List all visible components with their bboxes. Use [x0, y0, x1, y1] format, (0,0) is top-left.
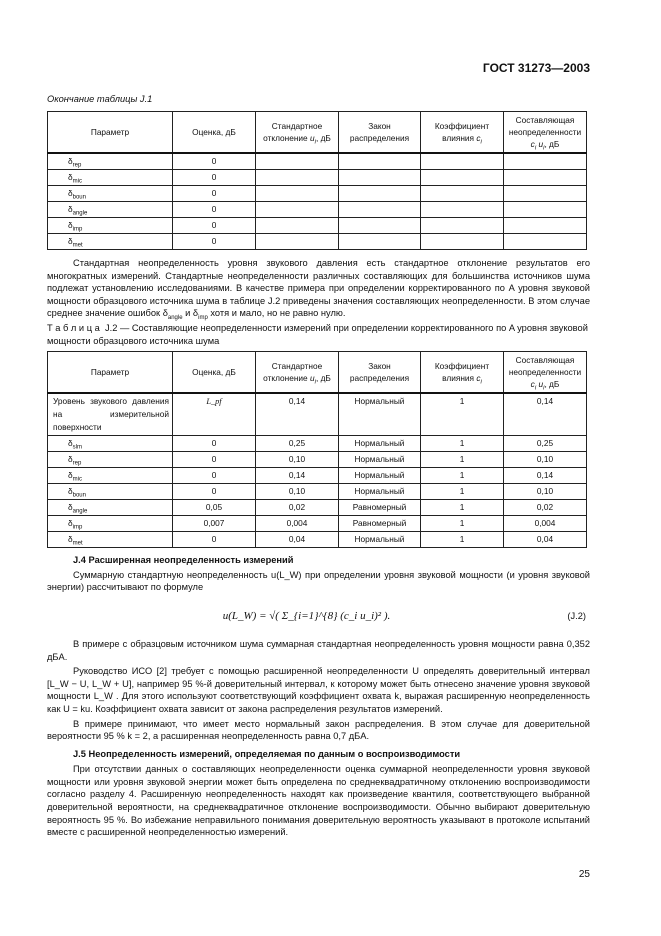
table-cell: 0	[173, 153, 256, 170]
parameter-cell: $\delta_{mic}$	[48, 170, 173, 186]
estimate-cell: L_pf	[173, 393, 256, 436]
table-cell	[256, 153, 339, 170]
column-header: Оценка, дБ	[173, 352, 256, 394]
paragraph-text: Руководство ИСО [2] требует с помощью расширенной неопределенности U определять доверительный интервал [L_W − U, L_W + U], например 95 %-й доверительный интервал, к которому может быть отнесено значение уровня звуковой мощности L_W . Для этого используют соответствующий коэффициент охвата k, выражая расширенную неопределенность как U = ku. Коэффициент охвата зависит от закона распределения результатов измерений.	[47, 666, 590, 714]
column-header: Коэффициент влияния $c_i$	[421, 112, 504, 154]
parameter-cell: $\delta_{angle}$	[48, 500, 173, 516]
parameter-cell: $\delta_{imp}$	[48, 218, 173, 234]
table-cell: 0	[173, 202, 256, 218]
table-cell	[339, 234, 421, 250]
section-heading: J.5 Неопределенность измерений, определяемая по данным о воспроизводимости	[73, 748, 461, 759]
table-cell	[421, 234, 504, 250]
table-cell: 0,02	[256, 500, 339, 516]
table-cell	[256, 218, 339, 234]
table-row	[48, 234, 587, 250]
parameter-cell: $\delta_{met}$	[48, 234, 173, 250]
table-cell: 0	[173, 468, 256, 484]
table-cell: 0	[173, 484, 256, 500]
paragraph-text: При отсутствии данных о составляющих неопределенности оценка суммарной неопределенности уровня звуковой мощности или уровня звуковой энергии может быть определена по среднеквадратичному отклонению воспроизводимости согласно разделу 4. Расширенную неопределенность находят как произведение квантиля, соответствующего выбранной доверительной вероятности, на среднеквадратичное отклонение воспроизводимости. Обычно выбирают доверительную вероятность 95 %. Во избежание неправильного понимания доверительную вероятность указывают в протоколе испытаний вместе с расширенной неопределенностью измерений.	[47, 764, 590, 838]
column-header: Стандартное отклонение $u_i$, дБ	[256, 352, 339, 394]
parameter-cell: $\delta_{rep}$	[48, 452, 173, 468]
table-cell: 1	[421, 393, 504, 436]
table2-body	[48, 393, 587, 548]
table-cell: 0	[173, 452, 256, 468]
parameter-cell: $\delta_{met}$	[48, 532, 173, 548]
table1-header	[48, 112, 587, 154]
table-cell: 0,04	[504, 532, 587, 548]
document-header: ГОСТ 31273—2003	[482, 61, 590, 75]
parameter-cell: $\delta_{mic}$	[48, 468, 173, 484]
table-cell	[339, 186, 421, 202]
table-cell	[339, 153, 421, 170]
table-cell: Равномерный	[339, 500, 421, 516]
section-heading: J.4 Расширенная неопределенность измерений	[73, 555, 294, 566]
table-cell	[256, 234, 339, 250]
table-cell: 0,14	[256, 468, 339, 484]
table-cell	[421, 202, 504, 218]
table-cell	[421, 170, 504, 186]
column-header: Закон распределения	[339, 352, 421, 394]
parameter-cell: $\delta_{angle}$	[48, 202, 173, 218]
table-cell: Нормальный	[339, 468, 421, 484]
section-j4	[47, 554, 590, 743]
paragraph-intro	[47, 257, 590, 347]
table-cell: 0,007	[173, 516, 256, 532]
parameter-cell: $\delta_{boun}$	[48, 484, 173, 500]
table-cell: 0	[173, 234, 256, 250]
table-cell: 0,14	[504, 393, 587, 436]
table-row	[48, 218, 587, 234]
table-cell	[504, 153, 587, 170]
table1-body	[48, 153, 587, 250]
page-content	[47, 61, 590, 880]
table-cell: 1	[421, 500, 504, 516]
column-header: Параметр	[48, 112, 173, 154]
column-header: Составляющая неопределенности $c_i$ $u_i$, дБ	[504, 352, 587, 394]
table-row	[48, 393, 587, 436]
table-cell: 0	[173, 218, 256, 234]
table-cell: Нормальный	[339, 452, 421, 468]
table-cell	[504, 234, 587, 250]
table-row	[48, 452, 587, 468]
parameter-cell: $\delta_{slm}$	[48, 436, 173, 452]
paragraph-text: Суммарную стандартную неопределенность u(L_W) при определении уровня звуковой мощности (и уровня звуковой энергии) рассчитывают по формуле	[47, 569, 590, 593]
parameter-cell: Уровень звукового давления на измерительной поверхности	[48, 393, 173, 436]
column-header: Закон распределения	[339, 112, 421, 154]
table-row	[48, 532, 587, 548]
table-cell	[256, 186, 339, 202]
table-cell: 0,04	[256, 532, 339, 548]
table-cell: 0	[173, 170, 256, 186]
table-cell: 0,02	[504, 500, 587, 516]
column-header: Оценка, дБ	[173, 112, 256, 154]
table-cell: 0,10	[504, 452, 587, 468]
paragraph-text: В примере с образцовым источником шума суммарная стандартная неопределенность уровня мощности равна 0,352 дБA.	[47, 638, 590, 662]
table-cell: 1	[421, 516, 504, 532]
table-row	[48, 202, 587, 218]
table-cell: 0,004	[256, 516, 339, 532]
table-cell: Нормальный	[339, 436, 421, 452]
paragraph-text: Стандартная неопределенность уровня звукового давления есть стандартное отклонение результатов его многократных измерений. Стандартные неопределенности различных составляющих для большинства источников шума подлежат установлению исследованиями. В качестве примера при определении корректированного по A уровня звуковой мощности образцового источника шума в таблице J.2 приведены значения составляющих неопределенности. В этом случае среднее значение ошибок $\delta_{angle}$ и $\delta_{imp}$ хотя и мало, но не равно нулю.	[47, 258, 590, 322]
table-row	[48, 500, 587, 516]
table-cell	[421, 186, 504, 202]
table2	[47, 351, 590, 548]
table-cell	[339, 170, 421, 186]
table-cell	[256, 170, 339, 186]
table-cell	[421, 218, 504, 234]
table-cell	[339, 202, 421, 218]
table-cell	[339, 218, 421, 234]
paragraph-text: В примере принимают, что имеет место нормальный закон распределения. В этом случае для доверительной вероятности 95 % k = 2, а расширенная неопределенность равна 0,7 дБA.	[47, 718, 590, 742]
table-cell: 0	[173, 186, 256, 202]
table-cell: Нормальный	[339, 532, 421, 548]
table-cell: 0,10	[504, 484, 587, 500]
formula-number: (J.2)	[567, 610, 586, 621]
table-cell	[256, 202, 339, 218]
table-cell: 1	[421, 436, 504, 452]
parameter-cell: $\delta_{imp}$	[48, 516, 173, 532]
formula-row	[47, 598, 590, 634]
formula-j2: u(L_W) = √( Σ_{i=1}^{8} (c_i u_i)² ).	[222, 609, 391, 622]
column-header: Коэффициент влияния $c_i$	[421, 352, 504, 394]
table-cell: 0,25	[256, 436, 339, 452]
table-cell: 0	[173, 436, 256, 452]
table-cell	[504, 218, 587, 234]
table-cell	[504, 170, 587, 186]
table-cell: 0,14	[504, 468, 587, 484]
parameter-cell: $\delta_{rep}$	[48, 153, 173, 170]
table-cell: 0,10	[256, 452, 339, 468]
table2-caption-text: J.2 — Составляющие неопределенности измерений при определении корректированного по A уровня звуковой мощности образцового источника шума	[47, 322, 588, 346]
table-cell: 0,004	[504, 516, 587, 532]
table-row	[48, 186, 587, 202]
table-cell: 0,14	[256, 393, 339, 436]
table-cell	[504, 186, 587, 202]
table1	[47, 111, 590, 250]
table2-caption	[47, 322, 590, 347]
parameter-cell: $\delta_{boun}$	[48, 186, 173, 202]
table-cell	[504, 202, 587, 218]
table-cell: 1	[421, 532, 504, 548]
table-row	[48, 484, 587, 500]
table-row	[48, 170, 587, 186]
table-row	[48, 468, 587, 484]
table1-caption: Окончание таблицы J.1	[47, 94, 153, 104]
table-cell: Нормальный	[339, 484, 421, 500]
table-cell: 0,10	[256, 484, 339, 500]
page-number: 25	[578, 868, 590, 880]
column-header: Стандартное отклонение $u_i$, дБ	[256, 112, 339, 154]
table-cell: 1	[421, 468, 504, 484]
table-cell: 0,05	[173, 500, 256, 516]
table-cell	[421, 153, 504, 170]
table-row	[48, 153, 587, 170]
column-header: Параметр	[48, 352, 173, 394]
section-j5	[47, 748, 590, 839]
table-cell: Равномерный	[339, 516, 421, 532]
table-row	[48, 516, 587, 532]
table-cell: 1	[421, 484, 504, 500]
table2-header	[48, 352, 587, 394]
table-cell: 0,25	[504, 436, 587, 452]
column-header: Составляющая неопределенности $c_i$ $u_i$, дБ	[504, 112, 587, 154]
table2-caption-label: Т а б л и ц а	[47, 322, 100, 333]
table-cell: Нормальный	[339, 393, 421, 436]
table-row	[48, 436, 587, 452]
table-cell: 0	[173, 532, 256, 548]
table-cell: 1	[421, 452, 504, 468]
